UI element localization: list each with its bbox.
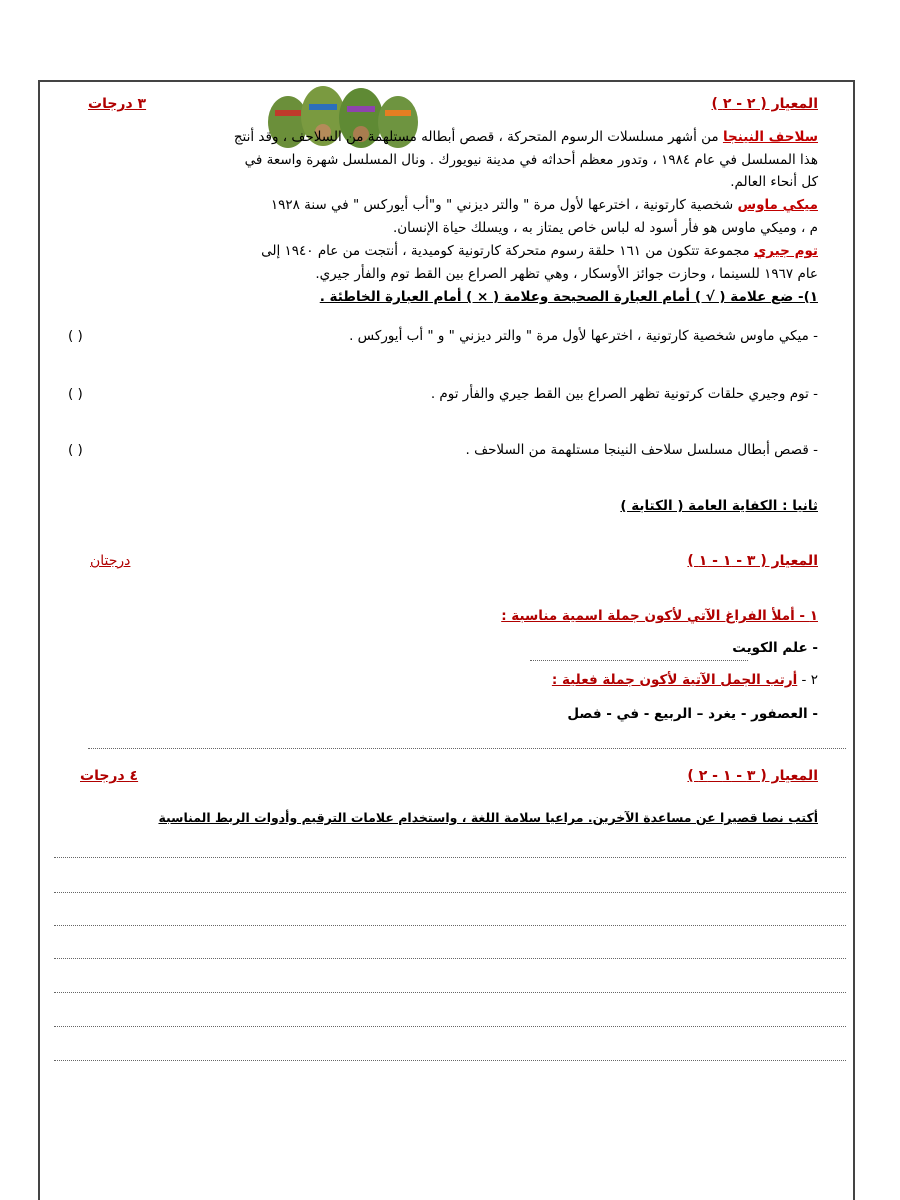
paragraph-ninja-line3: كل أنحاء العالم.: [730, 174, 818, 190]
writing-prompt: أكتب نصا قصيرا عن مساعدة الآخرين. مراعيا سلامة اللغة ، واستخدام علامات الترقيم وأدوات الربط المناسبة: [158, 810, 818, 825]
score-2: درجتان: [90, 553, 131, 569]
writing-line-7[interactable]: [54, 1060, 846, 1061]
paragraph-ninja-line1: [234, 129, 818, 145]
fill-item: - علم الكويت: [732, 640, 818, 656]
arrange-question-text: أرتب الجمل الآتية لأكون جملة فعلية :: [551, 672, 798, 688]
section2-title: ثانيا : الكفاية العامة ( الكتابة ): [620, 498, 818, 514]
standard-3-1-2: المعيار ( ٣ - ١ - ٢ ): [687, 768, 818, 784]
writing-line-3[interactable]: [54, 925, 846, 926]
writing-line-4[interactable]: [54, 958, 846, 959]
paragraph-ninja-line2: هذا المسلسل في عام ١٩٨٤ ، وتدور معظم أحداثه في مدينة نيويورك . ونال المسلسل شهرة واسعة في: [244, 152, 818, 168]
statement-1: - ميكي ماوس شخصية كارتونية ، اخترعها لأول مرة " والتر ديزني " و " أب أيوركس .: [349, 328, 818, 344]
fill-question: [501, 608, 818, 624]
score-4: ٤ درجات: [80, 768, 139, 784]
tom-title: توم جيري: [753, 243, 818, 259]
statement-2: - توم وجيري حلقات كرتونية تظهر الصراع بين القط جيري والفأر توم .: [430, 386, 818, 402]
writing-line-6[interactable]: [54, 1026, 846, 1027]
fill-question-text: ١ - أملأ الفراغ الآتي لأكون جملة اسمية مناسبة :: [501, 608, 818, 624]
arrange-answer-line[interactable]: [88, 748, 846, 749]
score-3: ٣ درجات: [88, 96, 147, 112]
arrange-question: [552, 672, 818, 688]
answer-box-3[interactable]: ( ): [68, 442, 83, 458]
standard-2-2: المعيار ( ٢ - ٢ ): [711, 96, 818, 112]
mickey-text1: شخصية كارتونية ، اخترعها لأول مرة " والتر ديزني " و"أب أيوركس " في سنة ١٩٢٨: [270, 197, 738, 213]
fill-answer-line[interactable]: [530, 660, 748, 661]
answer-box-1[interactable]: ( ): [68, 328, 83, 344]
paragraph-tom-line1: [261, 243, 818, 259]
arrange-num: ٢ -: [797, 672, 818, 688]
mickey-title: ميكي ماوس: [737, 197, 818, 213]
ninja-text1: من أشهر مسلسلات الرسوم المتحركة ، قصص أبطاله مستلهمة من السلاحف ، وقد أنتج: [233, 129, 723, 145]
answer-box-2[interactable]: ( ): [68, 386, 83, 402]
writing-line-2[interactable]: [54, 892, 846, 893]
paragraph-mickey-line1: [271, 197, 818, 213]
paragraph-tom-line2: عام ١٩٦٧ للسينما ، وحازت جوائز الأوسكار ، وهي تظهر الصراع بين القط توم والفأر جيري.: [315, 266, 818, 282]
writing-line-1[interactable]: [54, 857, 846, 858]
tom-text1: مجموعة تتكون من ١٦١ حلقة رسوم متحركة كارتونية كوميدية ، أنتجت من عام ١٩٤٠ إلى: [261, 243, 754, 259]
ninja-title: سلاحف النينجا: [722, 129, 818, 145]
standard-3-1-1: المعيار ( ٣ - ١ - ١ ): [687, 553, 818, 569]
statement-3: - قصص أبطال مسلسل سلاحف النينجا مستلهمة من السلاحف .: [465, 442, 818, 458]
question-true-false: ١)- ضع علامة ( √ ) أمام العبارة الصحيحة وعلامة ( × ) أمام العبارة الخاطئة .: [319, 289, 818, 305]
writing-line-5[interactable]: [54, 992, 846, 993]
arrange-item: - العصفور - يغرد – الربيع - في - فصل: [567, 706, 818, 722]
paragraph-mickey-line2: م ، وميكي ماوس هو فأر أسود له لباس خاص يمتاز به ، ويسلك حياة الإنسان.: [392, 220, 818, 236]
